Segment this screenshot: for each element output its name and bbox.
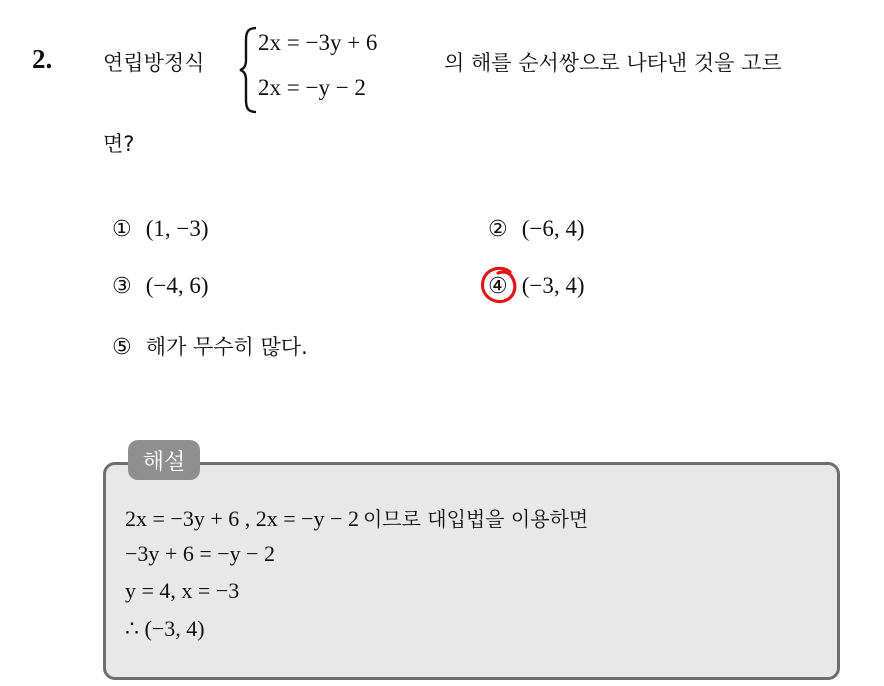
option-2[interactable] [488, 216, 585, 242]
system-brace [238, 26, 260, 114]
answer-circle-mark [476, 262, 524, 310]
option-2-mark: ② [488, 217, 508, 242]
option-5-value: 해가 무수히 많다. [145, 335, 308, 359]
option-1[interactable] [112, 216, 209, 242]
option-1-mark: ① [112, 217, 132, 242]
equation-1-text: 2x = −3y + 6 [258, 30, 378, 55]
question-number: 2. [32, 44, 53, 74]
option-4-mark: ④ [488, 274, 508, 299]
solution-tab [128, 440, 200, 480]
equation-2 [258, 75, 366, 101]
solution-line-2: −3y + 6 = −y − 2 [125, 541, 276, 566]
option-4-value: (−3, 4) [521, 273, 585, 298]
solution-tab-label: 해설 [142, 449, 186, 475]
solution-line-1 [125, 503, 588, 532]
option-3-mark: ③ [112, 274, 132, 299]
solution-line-1-text: 이므로 대입법을 이용하면 [362, 507, 589, 531]
option-5-mark: ⑤ [112, 335, 132, 360]
option-5[interactable] [112, 331, 308, 361]
option-2-value: (−6, 4) [521, 216, 585, 241]
option-3[interactable] [112, 273, 209, 299]
solution-line-3: y = 4, x = −3 [125, 578, 240, 603]
solution-line-4: ∴ (−3, 4) [125, 616, 205, 641]
question-tail-text-2: 면? [103, 132, 135, 156]
question-tail-text: 의 해를 순서쌍으로 나타낸 것을 고르 [444, 51, 782, 75]
solution-line-1-math: 2x = −3y + 6 , 2x = −y − 2 [125, 506, 359, 531]
option-3-value: (−4, 6) [145, 273, 209, 298]
solution-box [103, 462, 840, 680]
option-1-value: (1, −3) [145, 216, 209, 241]
equation-2-text: 2x = −y − 2 [258, 75, 366, 100]
question-lead-text: 연립방정식 [103, 51, 205, 75]
equation-1 [258, 30, 377, 56]
